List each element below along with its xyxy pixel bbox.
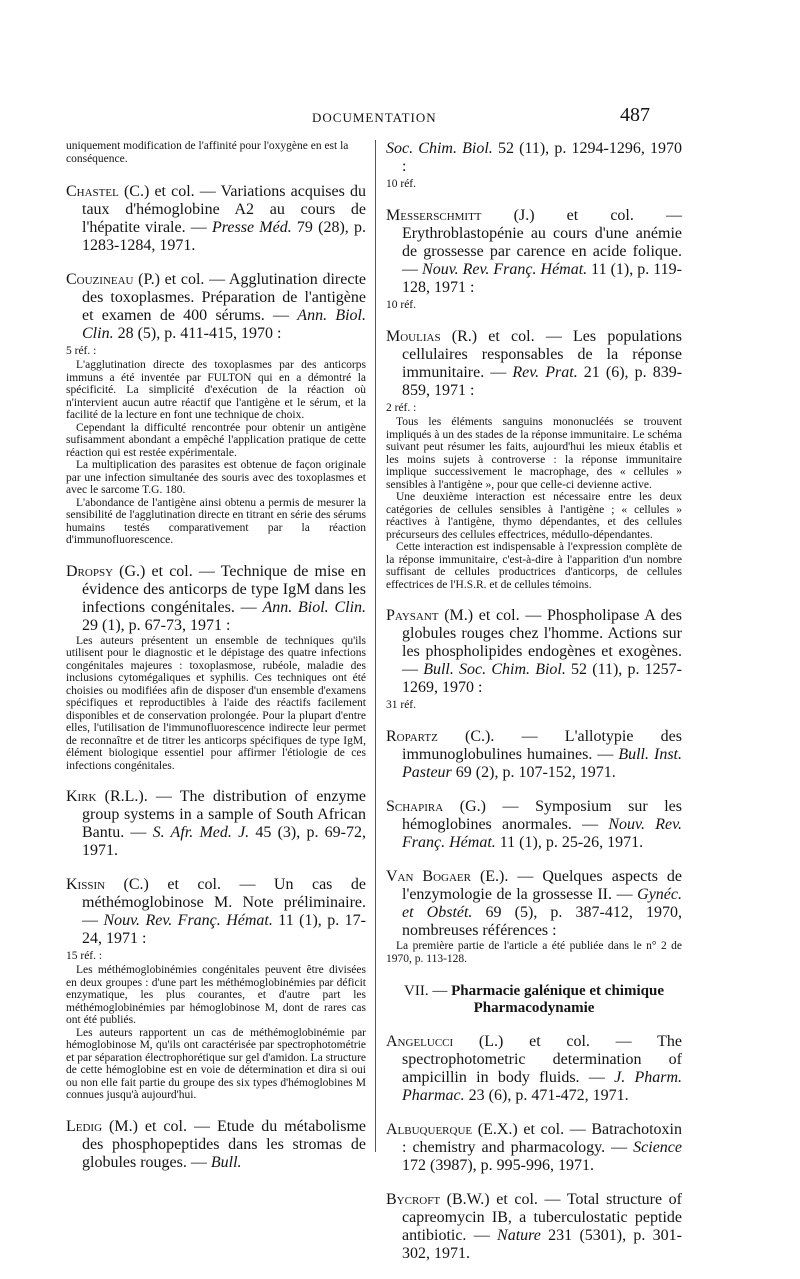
journal: Nouv. Rev. Franç. Hémat. (422, 261, 588, 278)
abstract-paragraph: La première partie de l'article a été publiée dans le n° 2 de 1970, p. 113-128. (386, 940, 682, 965)
abstract-paragraph: Les méthémoglobinémies congénitales peuvent être divisées en deux groupes : d'une part les méthémoglobinémies par déficit enzymatique, les plus courantes, et d'autre part les méthémoglobinémies par hémoglobinose M, dont de rares cas ont été publiés. (66, 964, 366, 1026)
citation (386, 607, 682, 697)
journal: Rev. Prat. (512, 364, 578, 381)
journal: Bull. Soc. Chim. Biol. (423, 661, 566, 678)
title-text: (R.L.). — The distribution of enzyme group systems in a sample of South African Bantu. — (82, 788, 366, 841)
journal: Gynéc. et Obstét. (402, 886, 682, 921)
citation (386, 328, 682, 400)
details: 52 (11), p. 1257-1269, 1970 : (402, 661, 682, 696)
author-name: Kissin (66, 876, 106, 893)
author-name: Chastel (66, 183, 119, 200)
details: 28 (5), p. 411-415, 1970 : (113, 325, 282, 342)
author-name: Couzineau (66, 271, 134, 288)
bibliography-entry (66, 271, 366, 547)
section-entries (386, 1033, 682, 1263)
journal: Nouv. Rev. Franç. Hémat. (103, 912, 273, 929)
abstract (66, 964, 366, 1102)
bibliography-entry (386, 1121, 682, 1175)
reference-count: 31 réf. (386, 699, 417, 711)
author-name: Moulias (386, 328, 441, 345)
right-column (386, 140, 682, 1279)
title-text: (C.) et col. — Variations acquises du taux d'hémoglobine A2 au cours de l'hépatite virale. — (82, 183, 366, 236)
citation (66, 563, 366, 635)
author-name: Angelucci (386, 1033, 454, 1050)
author-name: Messerschmitt (386, 207, 482, 224)
abstract-paragraph: L'agglutination directe des toxoplasmes par des anticorps immuns a été inventée par FULTON qui en a démontré la spécificité. La simplicité d'exécution de la réaction où n'intervient aucun autre réactif que l'antigène et le sérum, et la facilité de la lecture en font une technique de choix. (66, 359, 366, 421)
journal: Soc. Chim. Biol. (386, 140, 493, 157)
abstract (66, 359, 366, 547)
title-text: (M.) et col. — Phospholipase A des globules rouges chez l'homme. Actions sur les phospholipides endogènes et exogènes. — (402, 607, 682, 678)
continued-citation (386, 140, 682, 191)
citation (66, 1118, 366, 1172)
citation (386, 207, 682, 297)
journal: J. Pharm. Pharmac. (402, 1069, 683, 1104)
journal: Bull. Inst. Pasteur (402, 746, 682, 781)
journal: Presse Méd. (212, 219, 292, 236)
citation (386, 868, 682, 940)
section-heading (386, 983, 682, 1017)
title-text: (J.) et col. — Erythroblastopénie au cours d'une anémie de grossesse par carence en acide folique. — (402, 207, 682, 278)
title-text: (C.) et col. — Un cas de méthémoglobinose M. Note préliminaire. — (82, 876, 366, 929)
reference-count: 2 réf. : (386, 402, 417, 414)
details: 52 (11), p. 1294-1296, 1970 : (402, 140, 683, 175)
details: 231 (5301), p. 301-302, 1971. (402, 1227, 683, 1262)
author-name: Albuquerque (386, 1121, 473, 1138)
bibliography-entry (66, 788, 366, 860)
abstract-paragraph: Une deuxième interaction est nécessaire entre les deux catégories de cellules sensibles à l'antigène ; « cellules » réactives à l'antigène, thymo dépendantes, et des cellules précurseurs des cellules effectrices, médullo-dépendantes. (386, 491, 682, 541)
details: 172 (3987), p. 995-996, 1971. (402, 1157, 594, 1174)
abstract-paragraph: Cette interaction est indispensable à l'expression complète de la réponse immunitaire, c'est-à-dire à l'apparition d'un nombre suffisant de cellules productrices d'anticorps, de cellules effectrices de l'H.S.R. et de cellules témoins. (386, 541, 682, 591)
abstract (386, 940, 682, 965)
bibliography-entry (386, 868, 682, 965)
reference-count: 10 réf. (386, 299, 417, 311)
citation (386, 728, 682, 782)
details: 45 (3), p. 69-72, 1971. (82, 824, 367, 859)
citation (66, 788, 366, 860)
bibliography-entry (386, 207, 682, 312)
journal: Ann. Biol. Clin. (262, 598, 367, 616)
abstract-paragraph: Cependant la difficulté rencontrée pour obtenir un antigène sufisamment abondant a empêché l'application pratique de cette réaction qui est restée expérimentale. (66, 421, 366, 459)
page-header (0, 104, 800, 128)
citation (386, 1191, 682, 1263)
details: 69 (2), p. 107-152, 1971. (451, 764, 616, 781)
details: 79 (28), p. 1283-1284, 1971. (82, 219, 366, 254)
citation (386, 1121, 682, 1175)
citation (66, 876, 366, 948)
reference-count: 15 réf. : (66, 950, 103, 962)
title-text: (B.W.) et col. — Total structure of capreomycin IB, a tuberculostatic peptide antibiotic. — (402, 1191, 682, 1244)
details: 23 (6), p. 471-472, 1971. (464, 1087, 629, 1104)
journal: S. Afr. Med. J. (152, 824, 250, 841)
details: 11 (1), p. 25-26, 1971. (495, 834, 644, 851)
abstract-paragraph: Tous les éléments sanguins mononucléés se trouvent impliqués à un des stades de la réponse immunitaire. Le schéma suivant peut résumer les faits, aujourd'hui les mieux établis et les moins sujets à controverse : la réponse immunitaire implique successivement le macrophage, des « cellules » sensibles à l'antigène », pour que celle-ci devienne active. (386, 416, 682, 491)
author-name: Ropartz (386, 728, 438, 745)
journal: Nouv. Rev. Franç. Hémat. (402, 816, 683, 851)
details: 21 (6), p. 839-859, 1971 : (402, 364, 683, 399)
abstract-paragraph: L'abondance de l'antigène ainsi obtenu a permis de mesurer la sensibilité de l'agglutination directe en titrant en série des sérums humains testés comparativement par la réaction d'immunofluorescence. (66, 496, 366, 546)
citation (386, 1033, 682, 1105)
bibliography-entry (386, 1191, 682, 1263)
details: 11 (1), p. 17-24, 1971 : (82, 912, 366, 947)
author-name: Paysant (386, 607, 439, 624)
citation (386, 798, 682, 852)
bibliography-entry (386, 1033, 682, 1105)
title-text: (G.) — Symposium sur les hémoglobines anormales. — (402, 798, 682, 833)
citation (66, 271, 366, 343)
details: 11 (1), p. 119-128, 1971 : (402, 261, 682, 296)
left-entries (66, 183, 366, 1172)
title-text: (R.) et col. — Les populations cellulaires responsables de la réponse immunitaire. — (402, 328, 682, 381)
running-title: DOCUMENTATION (312, 110, 437, 125)
author-name: Ledig (66, 1117, 103, 1135)
citation (66, 183, 366, 255)
page-number: 487 (620, 104, 650, 126)
author-name: Bycroft (386, 1191, 441, 1208)
bibliography-entry (386, 328, 682, 591)
abstract-paragraph: La multiplication des parasites est obtenue de façon originale par une infection simultanée des souris avec des toxoplasmes et avec le sarcome T.G. 180. (66, 459, 366, 496)
bibliography-entry (66, 183, 366, 255)
abstract-paragraph: Les auteurs rapportent un cas de méthémoglobinémie par hémoglobinose M, qu'ils ont caractérisée par spectrophotométrie et par séparation électrophorétique sur gel d'amidon. La structure de cette hémoglobine est en voie de détermination et dira si oui ou non elle fait partie du groupe des six types d'hémoglobines M connues jusqu'à aujourd'hui. (66, 1026, 366, 1101)
abstract-paragraph: Les auteurs présentent un ensemble de techniques qu'ils utilisent pour le diagnostic et le dépistage des quatre infections congénitales majeures : toxoplasmose, rubéole, maladie des inclusions cytomégaliques et syphilis. Ces techniques ont été choisies ou modifiées afin de disposer d'un ensemble d'examens spécifiques et reproductibles à l'aide des réactifs facilement disponibles et de conservation prolongée. Pour la plupart d'entre elles, l'utilisation de l'immunofluorescence indirecte leur permet de reconnaître et de titrer les anticorps spécifiques de type IgM, élément biologique essentiel pour affirmer l'étiologie de ces infections congénitales. (66, 634, 366, 772)
bibliography-entry (66, 563, 366, 773)
left-column (66, 140, 366, 1188)
reference-count: 5 réf. : (66, 345, 97, 357)
title-text: (P.) et col. — Agglutination directe des toxoplasmes. Préparation de l'antigène et examen de 400 sérums. — (82, 271, 366, 324)
title-text: (L.) et col. — The spectrophotometric determination of ampicillin in body fluids. — (402, 1033, 682, 1086)
bibliography-entry (66, 1118, 366, 1172)
author-name: Dropsy (66, 562, 114, 580)
section-number: VII. — (404, 983, 448, 999)
section-title: Pharmacie galénique et chimique Pharmacodynamie (451, 983, 664, 1016)
journal: Science (633, 1139, 682, 1156)
title-text: (C.). — L'allotypie des immunoglobulines humaines. — (402, 728, 682, 763)
title-text: (E.X.) et col. — Batrachotoxin : chemistry and pharmacology. — (402, 1121, 682, 1156)
title-text: (M.) et col. — Etude du métabolisme des phosphopeptides dans les stromas de globules rouges. — (82, 1117, 366, 1171)
author-name: Kirk (66, 788, 97, 805)
reference-count: 10 réf. (386, 178, 417, 190)
bibliography-entry (66, 876, 366, 1102)
abstract (66, 635, 366, 773)
author-name: Schapira (386, 798, 444, 815)
abstract (386, 416, 682, 591)
journal: Ann. Biol. Clin. (82, 307, 366, 342)
details: 29 (1), p. 67-73, 1971 : (82, 616, 231, 634)
bibliography-entry (386, 798, 682, 852)
bibliography-entry (386, 728, 682, 782)
title-text: (E.). — Quelques aspects de l'enzymologie de la grossesse II. — (402, 868, 682, 903)
column-divider (375, 140, 376, 1152)
journal: Nature (497, 1227, 541, 1244)
title-text: (G.) et col. — Technique de mise en évidence des anticorps de type IgM dans les infections congénitales. — (82, 562, 366, 616)
details: 69 (5), p. 387-412, 1970, nombreuses références : (402, 904, 682, 939)
journal: Bull. (210, 1153, 242, 1171)
citation (386, 140, 682, 176)
bibliography-entry (386, 607, 682, 712)
author-name: Van Bogaer (386, 868, 471, 885)
continued-abstract: uniquement modification de l'affinité pour l'oxygène en est la conséquence. (66, 140, 349, 165)
right-entries (386, 207, 682, 965)
